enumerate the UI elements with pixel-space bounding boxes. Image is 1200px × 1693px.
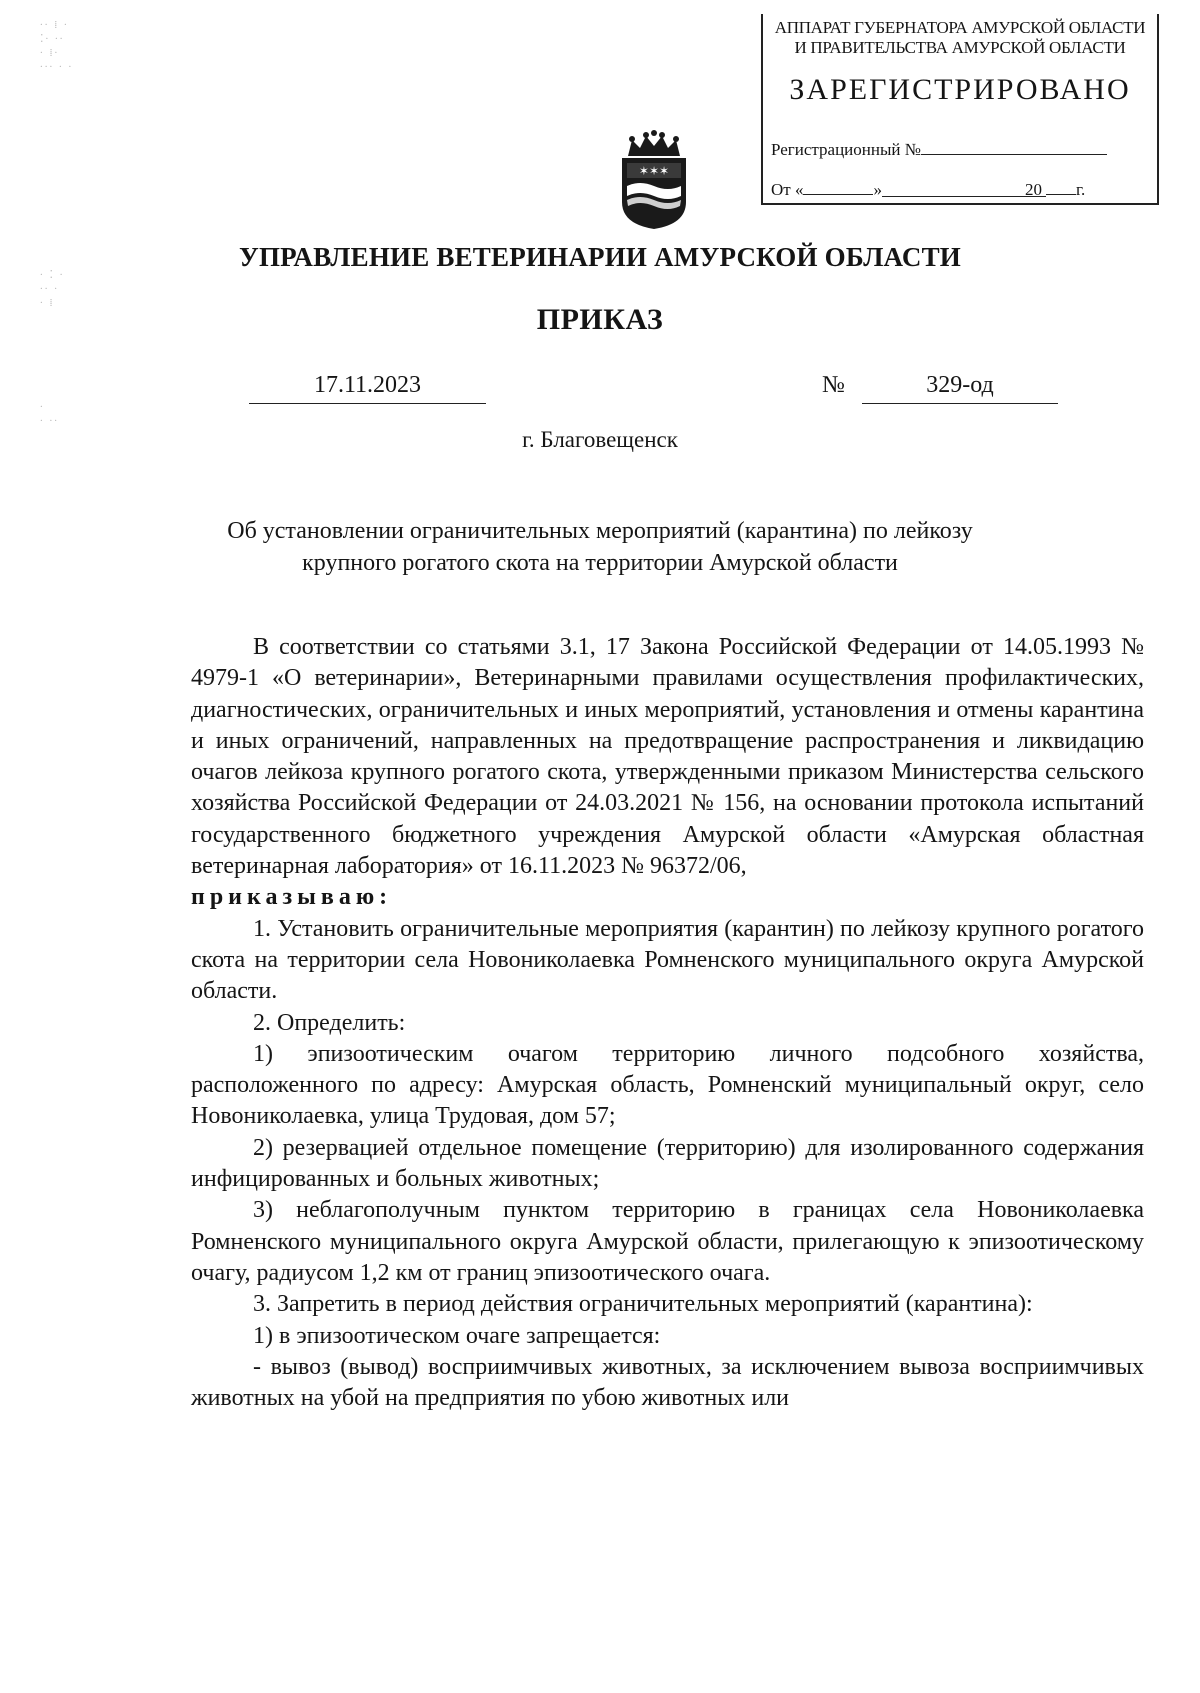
stamp-title: ЗАРЕГИСТРИРОВАНО [789, 73, 1131, 106]
stamp-day-blank [803, 178, 873, 195]
scan-noise: ∙ ∙ ∙∙ [40, 401, 59, 427]
registration-stamp [761, 14, 1159, 205]
order-number: 329-од [862, 372, 1058, 404]
stamp-header [763, 18, 1157, 58]
city: г. Благовещенск [522, 427, 678, 452]
paragraph-2-3: 3) неблагополучным пунктом территорию в границах села Новониколаевка Ромненского муниципального округа Амурской области, прилегающую к эпизоотическому очагу, радиусом 1,2 км от границ эпизоотического очага. [191, 1197, 1144, 1286]
paragraph-3-1: 1) в эпизоотическом очаге запрещается: [253, 1322, 661, 1349]
paragraph-2-2: 2) резервацией отдельное помещение (территорию) для изолированного содержания инфицированных и больных животных; [191, 1134, 1144, 1193]
stamp-header-line2: И ПРАВИТЕЛЬСТВА АМУРСКОЙ ОБЛАСТИ [794, 38, 1126, 57]
organization-title: УПРАВЛЕНИЕ ВЕТЕРИНАРИИ АМУРСКОЙ ОБЛАСТИ [238, 242, 962, 272]
stamp-reg-blank [921, 138, 1107, 155]
paragraph-3: 3. Запретить в период действия ограничительных мероприятий (карантина): [253, 1291, 1033, 1318]
stamp-date-mid: » [873, 180, 882, 199]
order-body [191, 632, 1144, 1414]
paragraph-2-1: 1) эпизоотическим очагом территорию личного подсобного хозяйства, расположенного по адресу: Амурская область, Ромненский муниципальный округ, село Новониколаевка, улица Трудовая, дом 57; [191, 1040, 1144, 1130]
order-word: приказываю: [191, 884, 393, 911]
stamp-date-prefix: От « [771, 180, 804, 199]
subject-line1: Об установлении ограничительных мероприятий (карантина) по лейкозу [227, 518, 973, 544]
order-subject [200, 515, 1000, 579]
coat-of-arms-icon [614, 130, 694, 230]
stamp-reg-number-line [771, 138, 1107, 160]
stamp-year: 20 [1024, 180, 1042, 199]
order-date: 17.11.2023 [249, 372, 486, 404]
scan-noise: ∙ ⁚ ∙ ∙∙ ∙ ∙ ⁞ [40, 269, 65, 309]
stamp-year-blank [1046, 178, 1076, 195]
paragraph-1: 1. Установить ограничительные мероприятия (карантин) по лейкозу крупного рогатого скота на территории села Новониколаевка Ромненского муниципального округа Амурской области. [191, 915, 1144, 1005]
svg-text:✶✶✶: ✶✶✶ [638, 164, 670, 178]
stamp-year-suffix: г. [1075, 180, 1086, 199]
stamp-month-blank [882, 180, 1046, 197]
paragraph-2: 2. Определить: [253, 1009, 406, 1036]
order-number-label: № [822, 372, 845, 398]
preamble-paragraph: В соответствии со статьями 3.1, 17 Закона Российской Федерации от 14.05.1993 № 4979-1 «О ветеринарии», Ветеринарными правилами осуществления профилактических, диагностических, ограничительных и иных мероприятий, установления и отмены карантина и иных ограничений, направленных на предотвращение распространения и ликвидацию очагов лейкоза крупного рогатого скота, утвержденными приказом Министерства сельского хозяйства Российской Федерации от 24.03.2021 № 156, на основании протокола испытаний государственного бюджетного учреждения Амурской области «Амурская областная ветеринарная лаборатория» от 16.11.2023 № 96372/06, [191, 634, 1144, 880]
stamp-date-line [771, 178, 1085, 200]
stamp-header-line1: АППАРАТ ГУБЕРНАТОРА АМУРСКОЙ ОБЛАСТИ [774, 18, 1146, 37]
paragraph-3-1-a: - вывоз (вывод) восприимчивых животных, за исключением вывоза восприимчивых животных на убой на предприятия по убою животных или [191, 1353, 1144, 1412]
document-type: ПРИКАЗ [536, 303, 664, 336]
stamp-reg-label: Регистрационный № [771, 140, 921, 159]
subject-line2: крупного рогатого скота на территории Амурской области [302, 550, 898, 576]
scan-noise: ∙∙ ⁞ ∙ ⁚∙ ∙∙ ∙ ⁞∙ ∙∙∙ ∙ ∙ [40, 19, 74, 73]
